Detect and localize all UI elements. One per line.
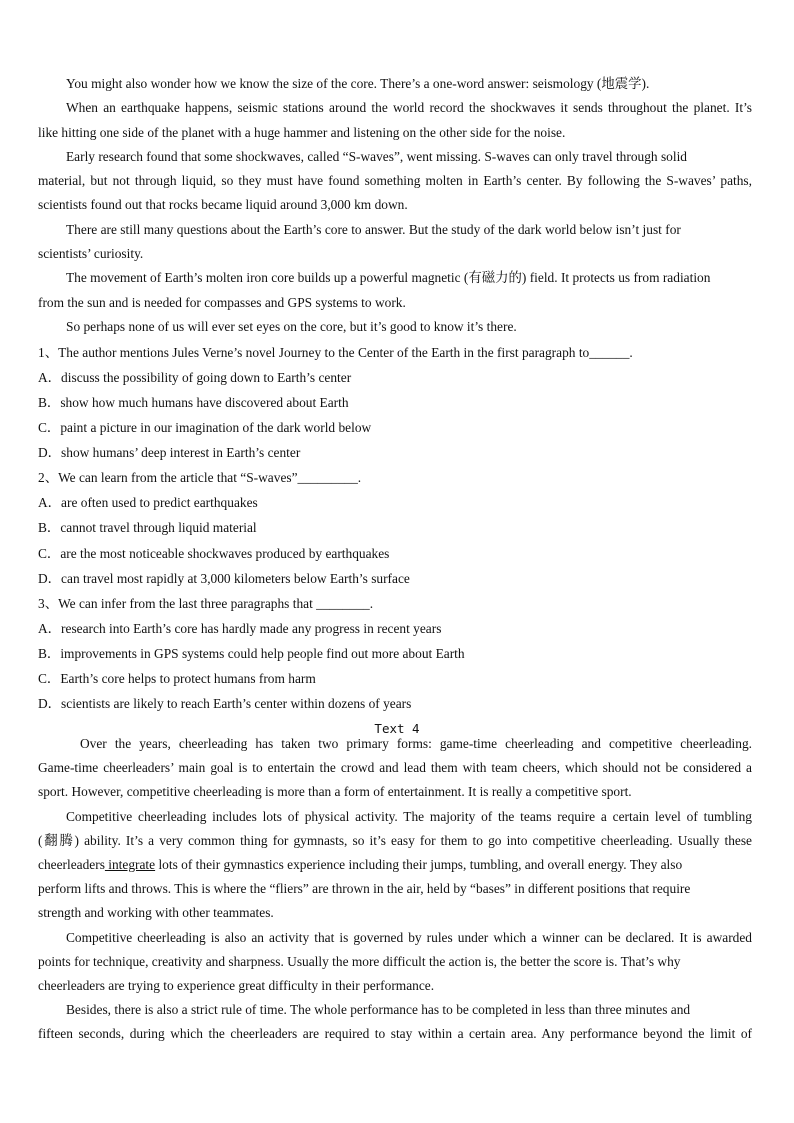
paragraph-line: fifteen seconds, during which the cheerleaders are required to stay within a certain area. Any performance beyond the limit of	[38, 1026, 752, 1042]
underlined-word: integrate	[104, 856, 156, 872]
answer-option: B．show how much humans have discovered about Earth	[38, 395, 349, 411]
answer-option: D．show humans’ deep interest in Earth’s center	[38, 445, 301, 461]
question-stem: 2、We can learn from the article that “S-waves”_________.	[38, 470, 362, 486]
paragraph-line: The movement of Earth’s molten iron core builds up a powerful magnetic (有磁力的) field. It protects us from radiation	[66, 270, 711, 286]
answer-option: A．discuss the possibility of going down to Earth’s center	[38, 370, 352, 386]
passage-text-3	[38, 72, 752, 339]
answer-option: B．improvements in GPS systems could help people find out more about Earth	[38, 645, 465, 661]
answer-option: A．are often used to predict earthquakes	[38, 495, 258, 511]
paragraph-line: scientists found out that rocks became liquid around 3,000 km down.	[38, 197, 408, 213]
questions	[38, 340, 752, 716]
paragraph-line: like hitting one side of the planet with a huge hammer and listening on the other side for the noise.	[38, 124, 566, 140]
question-stem: 1、The author mentions Jules Verne’s novel Journey to the Center of the Earth in the first paragraph to______.	[38, 345, 633, 360]
paragraph-line: Early research found that some shockwaves, called “S-waves”, went missing. S-waves can only travel through solid	[66, 148, 688, 164]
answer-option: C．paint a picture in our imagination of the dark world below	[38, 420, 372, 436]
paragraph-line: sport. However, competitive cheerleading is more than a form of entertainment. It is really a competitive sport.	[38, 784, 632, 800]
answer-option: C．Earth’s core helps to protect humans from harm	[38, 670, 316, 686]
paragraph-line: cheerleaders are trying to experience great difficulty in their performance.	[38, 977, 435, 993]
paragraph-line: points for technique, creativity and sharpness. Usually the more difficult the action is, the better the score is. That’s why	[38, 953, 681, 969]
paragraph-line: material, but not through liquid, so they must have found something molten in Earth’s center. By following the S-waves’ paths,	[38, 173, 752, 189]
paragraph-line: scientists’ curiosity.	[38, 246, 144, 262]
paragraph-line: You might also wonder how we know the size of the core. There’s a one-word answer: seismology (地震学).	[66, 76, 650, 91]
paragraph-line: Over the years, cheerleading has taken two primary forms: game-time cheerleading and competitive cheerleading.	[80, 736, 752, 751]
paragraph-line: from the sun and is needed for compasses and GPS systems to work.	[38, 294, 406, 310]
answer-option: D．can travel most rapidly at 3,000 kilometers below Earth’s surface	[38, 570, 410, 586]
section-title: Text 4	[374, 721, 420, 736]
paragraph-line: strength and working with other teammates.	[38, 905, 274, 921]
answer-option: C．are the most noticeable shockwaves produced by earthquakes	[38, 545, 390, 561]
paragraph-line: perform lifts and throws. This is where the “fliers” are thrown in the air, held by “bases” in different positions that require	[38, 881, 691, 897]
paragraph-line: Game-time cheerleaders’ main goal is to entertain the crowd and lead them with team cheers, which should not be considered a	[38, 760, 752, 776]
paragraph-line	[38, 853, 752, 877]
passage-text-4	[38, 732, 752, 1046]
paragraph-line: So perhaps none of us will ever set eyes on the core, but it’s good to know it’s there.	[66, 318, 517, 334]
paragraph-line: Competitive cheerleading is also an activity that is governed by rules under which a winner can be declared. It is awarded	[66, 929, 752, 945]
paragraph-line: When an earthquake happens, seismic stations around the world record the shockwaves it sends throughout the planet. It’s	[66, 100, 752, 116]
answer-option: D．scientists are likely to reach Earth’s center within dozens of years	[38, 695, 412, 711]
answer-option: B．cannot travel through liquid material	[38, 520, 257, 536]
text: cheerleaders	[38, 856, 105, 872]
paragraph-line: (翻腾) ability. It’s a very common thing for gymnasts, so it’s easy for them to go into competitive cheerleading. Usually these	[38, 832, 752, 848]
question-stem: 3、We can infer from the last three paragraphs that ________.	[38, 595, 374, 611]
paragraph-line: There are still many questions about the Earth’s core to answer. But the study of the dark world below isn’t just for	[66, 221, 681, 237]
paragraph-line: Competitive cheerleading includes lots of physical activity. The majority of the teams require a certain level of tumbling	[66, 808, 752, 824]
answer-option: A．research into Earth’s core has hardly made any progress in recent years	[38, 620, 442, 636]
text: lots of their gymnastics experience including their jumps, tumbling, and overall energy. They also	[155, 856, 683, 872]
paragraph-line: Besides, there is also a strict rule of time. The whole performance has to be completed in less than three minutes and	[66, 1002, 691, 1018]
